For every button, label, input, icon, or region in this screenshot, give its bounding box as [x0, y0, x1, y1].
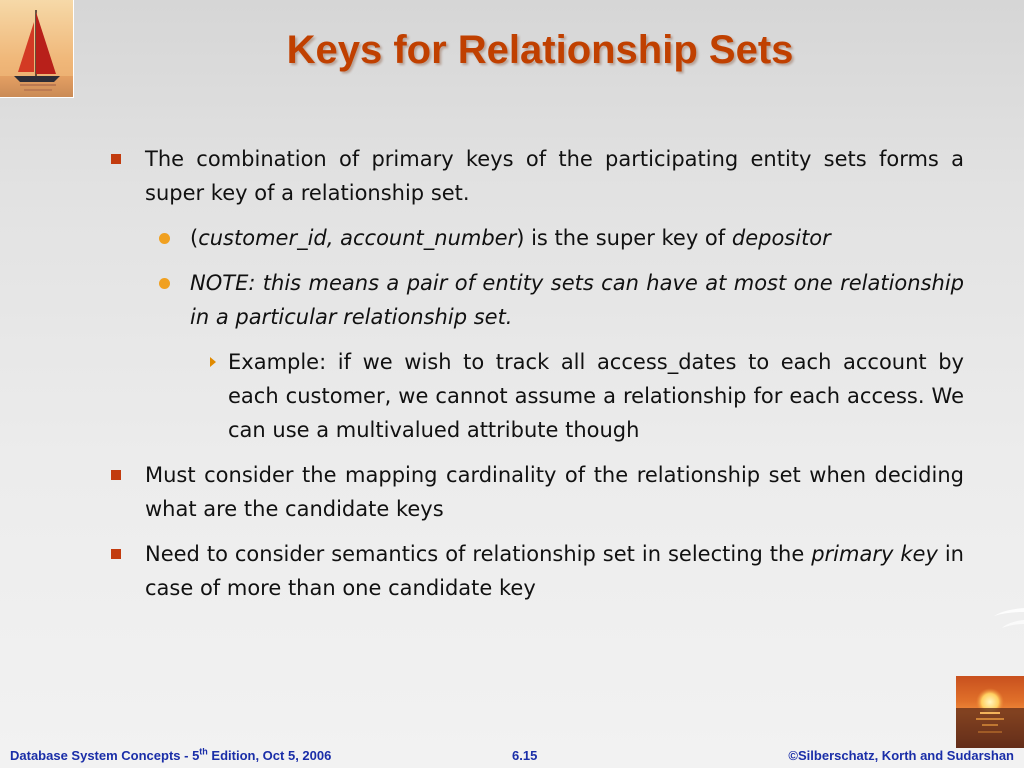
sub-sub-bullet-item	[108, 345, 964, 447]
footer-page-number: 6.15	[512, 748, 538, 763]
square-bullet-icon	[111, 470, 121, 480]
sub-bullet-item	[108, 221, 964, 255]
bullet-item	[108, 458, 964, 526]
bullet-text-example: Example: if we wish to track all access_dates to each account by each customer, we cannot assume a relationship for each access. We can use a multivalued attribute though	[228, 350, 964, 442]
bullet-text-note: NOTE: this means a pair of entity sets can have at most one relationship in a particular relationship set.	[190, 271, 964, 329]
bullet-text-depositor: depositor	[731, 226, 831, 250]
square-bullet-icon	[111, 549, 121, 559]
dot-bullet-icon	[159, 233, 170, 244]
bullet-text: Must consider the mapping cardinality of the relationship set when deciding what are the candidate keys	[145, 463, 964, 521]
bullet-text-before: Need to consider semantics of relationship set in selecting the	[145, 542, 812, 566]
page-title: Keys for Relationship Sets	[286, 28, 794, 72]
footer-book-suffix: Edition, Oct 5, 2006	[207, 748, 332, 763]
footer-copyright: ©Silberschatz, Korth and Sudarshan	[788, 748, 1014, 763]
footer	[0, 746, 1024, 768]
bullet-item	[108, 142, 964, 210]
footer-book-prefix: Database System Concepts - 5	[10, 748, 200, 763]
dot-bullet-icon	[159, 278, 170, 289]
bullet-text: The combination of primary keys of the participating entity sets forms a super key of a relationship set.	[145, 147, 964, 205]
sunset-logo-icon	[956, 676, 1024, 748]
footer-book-sup: th	[199, 746, 208, 757]
bullet-item	[108, 537, 964, 605]
bullet-text-middle: ) is the super key of	[516, 226, 732, 250]
square-bullet-icon	[111, 154, 121, 164]
bullet-text-after: in case of more than one candidate key	[145, 542, 964, 600]
sub-bullet-item	[108, 266, 964, 334]
bullet-text-open-paren: (	[190, 226, 199, 250]
footer-book-title	[10, 748, 331, 764]
arrow-bullet-icon	[210, 357, 216, 367]
bullet-text-primary-key: primary key	[811, 542, 938, 566]
sailboat-logo-icon	[0, 0, 74, 98]
slide-content	[108, 142, 964, 616]
bullet-text-keys: customer_id, account_number	[198, 226, 517, 250]
swoosh-decoration-icon	[990, 600, 1024, 640]
